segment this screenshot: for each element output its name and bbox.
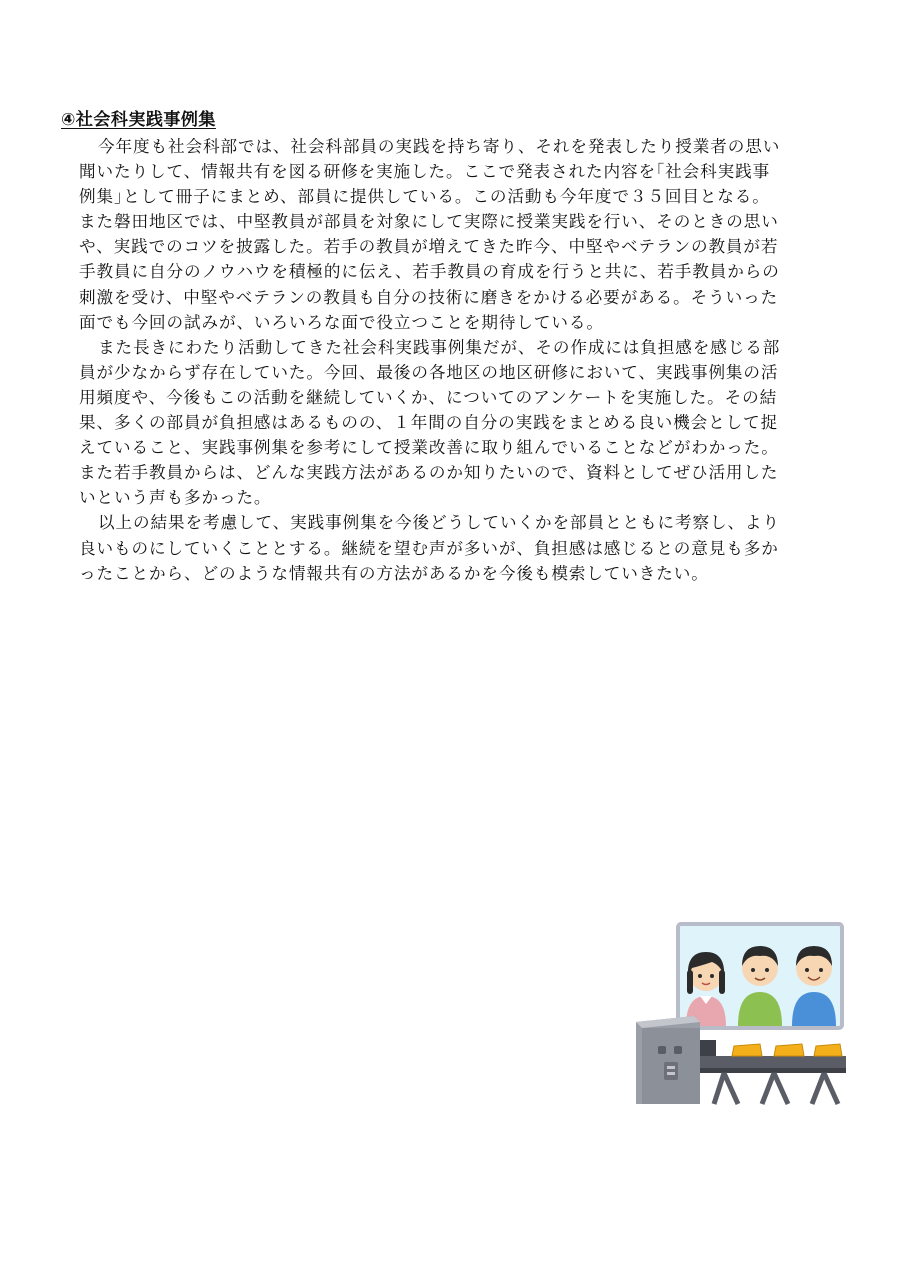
paragraph-line: ったことから、どのような情報共有の方法があるかを今後も模索していきたい。 bbox=[79, 563, 709, 583]
paragraph-line: えていること、実践事例集を参考にして授業改善に取り組んでいることなどがわかった。 bbox=[79, 438, 779, 458]
body-text bbox=[79, 134, 839, 586]
girl-figure bbox=[686, 952, 726, 1026]
paragraph-line: また磐田地区では、中堅教員が部員を対象にして実際に授業実践を行い、そのときの思い bbox=[79, 212, 779, 232]
paragraph-line: 良いものにしていくこととする。継続を望む声が多いが、負担感は感じるとの意見も多か bbox=[79, 538, 779, 558]
paragraph-line: また長きにわたり活動してきた社会科実践事例集だが、その作成には負担感を感じる部 bbox=[98, 337, 781, 357]
paragraph-line: 果、多くの部員が負担感はあるものの、１年間の自分の実践をまとめる良い機会として捉 bbox=[79, 413, 779, 433]
section-heading: ④社会科実践事例集 bbox=[61, 110, 216, 130]
paragraph-line: 刺激を受け、中堅やベテランの教員も自分の技術に磨きをかける必要がある。そういった bbox=[79, 287, 779, 307]
paragraph-line: や、実践でのコツを披露した。若手の教員が増えてきた昨今、中堅やベテランの教員が若 bbox=[79, 237, 779, 257]
paragraph-line: 今年度も社会科部では、社会科部員の実践を持ち寄り、それを発表したり授業者の思い bbox=[98, 137, 781, 156]
paragraph-line: 員が少なからず存在していた。今回、最後の各地区の地区研修において、実践事例集の活 bbox=[79, 362, 779, 382]
paragraph-line: 用頻度や、今後もこの活動を継続していくか、についてのアンケートを実施した。その結 bbox=[79, 387, 778, 407]
paragraph-line: 手教員に自分のノウハウを積極的に伝え、若手教員の育成を行うと共に、若手教員からの bbox=[79, 262, 780, 282]
paragraph-line: 面でも今回の試みが、いろいろな面で役立つことを期待している。 bbox=[79, 312, 604, 332]
paragraph-line: 聞いたりして、情報共有を図る研修を実施した。ここで発表された内容を｢社会科実践事 bbox=[79, 162, 771, 182]
paragraph-line: 以上の結果を考慮して、実践事例集を今後どうしていくかを部員とともに考察し、より bbox=[98, 513, 780, 533]
products bbox=[732, 1044, 842, 1056]
paragraph-line: また若手教員からは、どんな実践方法があるのか知りたいので、資料としてぜひ活用した bbox=[79, 463, 779, 483]
paragraph-line: 例集｣として冊子にまとめ、部員に提供している。この活動も今年度で３５回目となる。 bbox=[79, 187, 770, 207]
conveyor-belt bbox=[700, 1056, 846, 1104]
factory-tour-children-icon bbox=[634, 922, 846, 1106]
paragraph-line: いという声も多かった。 bbox=[79, 488, 272, 508]
